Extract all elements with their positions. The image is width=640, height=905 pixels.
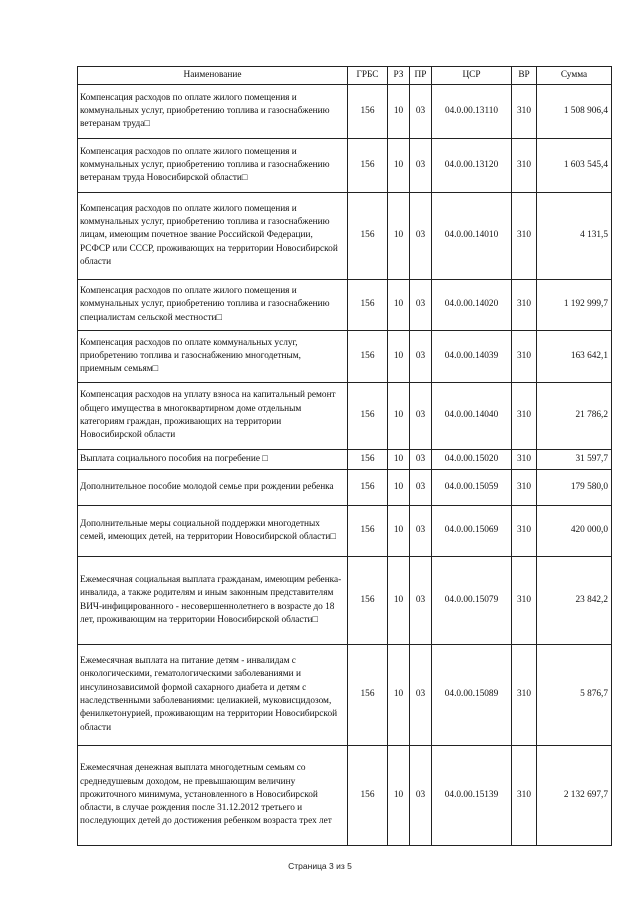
header-sum: Сумма [537,67,612,85]
cell-name: Компенсация расходов по оплате жилого помещения и коммунальных услуг, приобретению топлива и газоснабжению ветеранам труда Новосибирской области□ [78,139,348,193]
cell-csr: 04.0.00.15079 [432,557,512,645]
cell-rz: 10 [388,85,410,139]
cell-rz: 10 [388,470,410,506]
cell-grbs: 156 [348,139,388,193]
cell-rz: 10 [388,280,410,331]
cell-sum: 4 131,5 [537,193,612,280]
cell-csr: 04.0.00.15020 [432,450,512,470]
cell-grbs: 156 [348,383,388,450]
cell-grbs: 156 [348,331,388,383]
cell-pr: 03 [410,193,432,280]
cell-rz: 10 [388,139,410,193]
header-name: Наименование [78,67,348,85]
cell-vr: 310 [512,557,537,645]
cell-vr: 310 [512,645,537,746]
cell-name: Компенсация расходов по оплате жилого помещения и коммунальных услуг, приобретению топлива и газоснабжению лицам, имеющим почетное звание Российской Федерации, РСФСР или СССР, проживающих на территории Новосибирской области [78,193,348,280]
cell-rz: 10 [388,193,410,280]
table-row [78,470,612,506]
cell-sum: 5 876,7 [537,645,612,746]
cell-rz: 10 [388,450,410,470]
table-row [78,746,612,846]
cell-sum: 21 786,2 [537,383,612,450]
cell-name: Компенсация расходов на уплату взноса на капитальный ремонт общего имущества в многоквартирном доме отдельным категориям граждан, проживающих на территории Новосибирской области [78,383,348,450]
cell-grbs: 156 [348,470,388,506]
cell-vr: 310 [512,280,537,331]
header-pr: ПР [410,67,432,85]
cell-csr: 04.0.00.14020 [432,280,512,331]
cell-pr: 03 [410,450,432,470]
table-row [78,645,612,746]
cell-pr: 03 [410,280,432,331]
cell-rz: 10 [388,331,410,383]
cell-sum: 163 642,1 [537,331,612,383]
cell-grbs: 156 [348,85,388,139]
cell-csr: 04.0.00.15069 [432,506,512,557]
cell-pr: 03 [410,139,432,193]
cell-grbs: 156 [348,557,388,645]
cell-pr: 03 [410,383,432,450]
table-row [78,139,612,193]
cell-sum: 2 132 697,7 [537,746,612,846]
cell-sum: 1 508 906,4 [537,85,612,139]
cell-grbs: 156 [348,746,388,846]
cell-vr: 310 [512,470,537,506]
table-row [78,383,612,450]
cell-sum: 1 192 999,7 [537,280,612,331]
table-row [78,193,612,280]
cell-grbs: 156 [348,506,388,557]
table-header-row [78,67,612,85]
cell-pr: 03 [410,557,432,645]
table-row [78,557,612,645]
cell-vr: 310 [512,506,537,557]
cell-grbs: 156 [348,645,388,746]
table-row [78,331,612,383]
cell-csr: 04.0.00.13120 [432,139,512,193]
budget-table [77,66,612,846]
cell-pr: 03 [410,85,432,139]
cell-sum: 1 603 545,4 [537,139,612,193]
cell-name: Компенсация расходов по оплате коммунальных услуг, приобретению топлива и газоснабжению многодетным, приемным семьям□ [78,331,348,383]
cell-sum: 23 842,2 [537,557,612,645]
cell-name: Дополнительное пособие молодой семье при рождении ребенка [78,470,348,506]
header-rz: РЗ [388,67,410,85]
cell-name: Компенсация расходов по оплате жилого помещения и коммунальных услуг, приобретению топлива и газоснабжению ветеранам труда□ [78,85,348,139]
header-vr: ВР [512,67,537,85]
cell-vr: 310 [512,383,537,450]
cell-rz: 10 [388,746,410,846]
cell-csr: 04.0.00.15089 [432,645,512,746]
cell-csr: 04.0.00.14010 [432,193,512,280]
cell-pr: 03 [410,470,432,506]
cell-name: Ежемесячная выплата на питание детям - инвалидам с онкологическими, гематологическими заболеваниями и инсулинозависимой формой сахарного диабета и детям с наследственными заболеваниями: целиакией, муковисцидозом, фенилкетонурией, проживающим на территории Новосибирской области [78,645,348,746]
cell-csr: 04.0.00.14040 [432,383,512,450]
cell-csr: 04.0.00.14039 [432,331,512,383]
cell-vr: 310 [512,450,537,470]
table-row [78,85,612,139]
cell-grbs: 156 [348,280,388,331]
cell-rz: 10 [388,506,410,557]
cell-pr: 03 [410,331,432,383]
cell-vr: 310 [512,139,537,193]
cell-name: Выплата социального пособия на погребение □ [78,450,348,470]
cell-vr: 310 [512,85,537,139]
table-row [78,280,612,331]
header-grbs: ГРБС [348,67,388,85]
cell-pr: 03 [410,506,432,557]
cell-pr: 03 [410,645,432,746]
cell-vr: 310 [512,331,537,383]
cell-name: Компенсация расходов по оплате жилого помещения и коммунальных услуг, приобретению топлива и газоснабжению специалистам сельской местности□ [78,280,348,331]
cell-csr: 04.0.00.13110 [432,85,512,139]
cell-sum: 420 000,0 [537,506,612,557]
header-csr: ЦСР [432,67,512,85]
cell-rz: 10 [388,645,410,746]
cell-vr: 310 [512,193,537,280]
cell-pr: 03 [410,746,432,846]
cell-name: Ежемесячная социальная выплата гражданам, имеющим ребенка-инвалида, а также родителям и иным законным представителям ВИЧ-инфицированного - несовершеннолетнего в возрасте до 18 лет, проживающим на территории Новосибирской области□ [78,557,348,645]
cell-rz: 10 [388,557,410,645]
cell-sum: 31 597,7 [537,450,612,470]
cell-vr: 310 [512,746,537,846]
page-number: Страница 3 из 5 [288,861,352,871]
cell-csr: 04.0.00.15139 [432,746,512,846]
cell-sum: 179 580,0 [537,470,612,506]
cell-grbs: 156 [348,193,388,280]
table-row [78,506,612,557]
cell-rz: 10 [388,383,410,450]
table-row [78,450,612,470]
cell-csr: 04.0.00.15059 [432,470,512,506]
cell-name: Ежемесячная денежная выплата многодетным семьям со среднедушевым доходом, не превышающим величину прожиточного минимума, установленного в Новосибирской области, в случае рождения после 31.12.2012 третьего и последующих детей до достижения ребенком возраста трех лет [78,746,348,846]
cell-grbs: 156 [348,450,388,470]
cell-name: Дополнительные меры социальной поддержки многодетных семей, имеющих детей, на территории Новосибирской области□ [78,506,348,557]
